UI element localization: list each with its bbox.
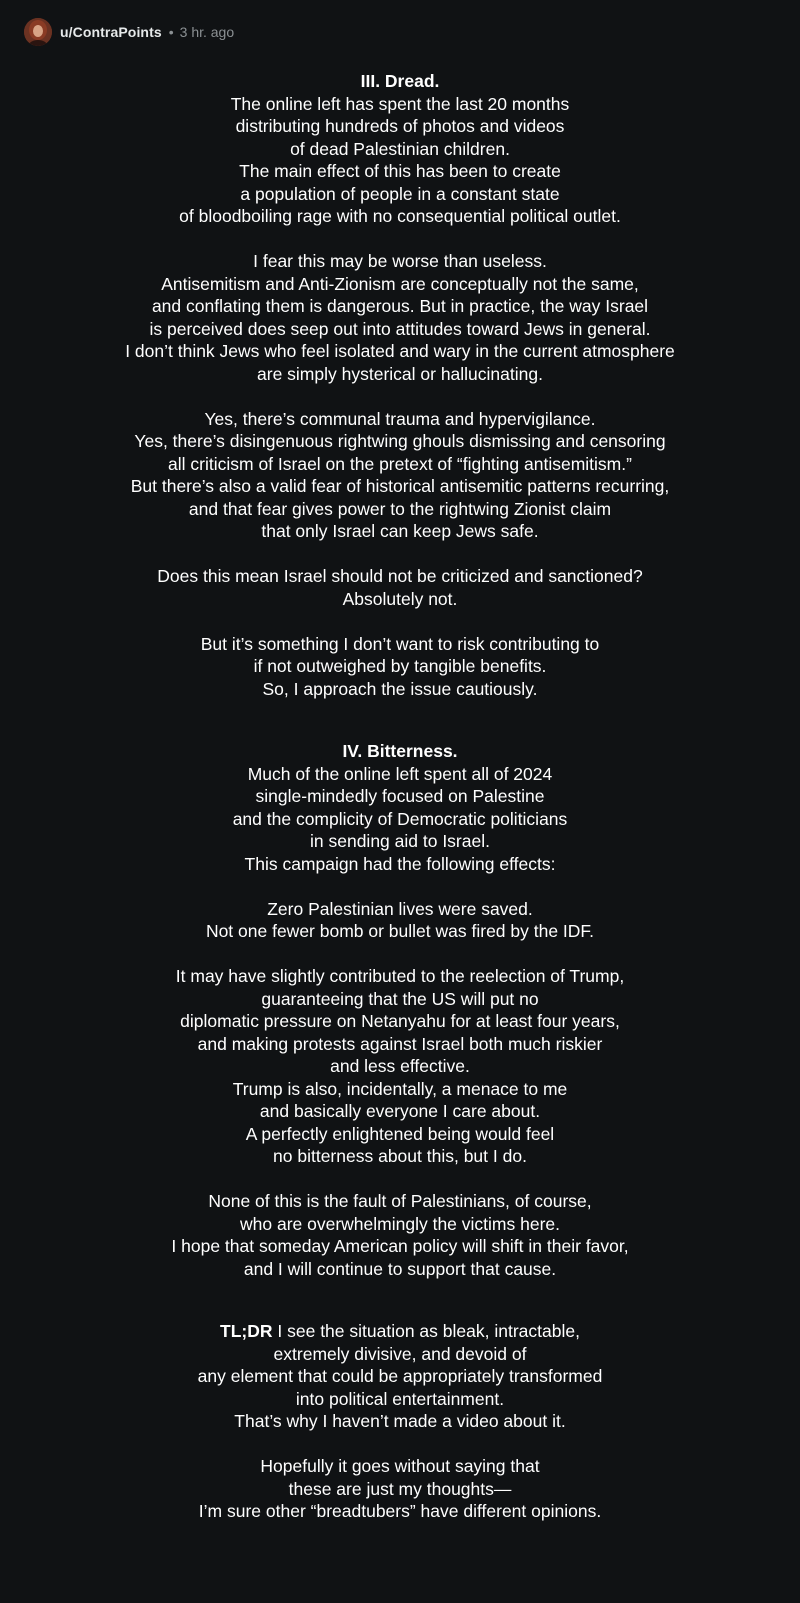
text-line: But there’s also a valid fear of historical antisemitic patterns recurring, <box>130 476 670 496</box>
paragraph-break <box>0 943 800 966</box>
paragraph-break <box>0 610 800 633</box>
text-line: who are overwhelmingly the victims here. <box>240 1213 560 1234</box>
text-line: None of this is the fault of Palestinians, of course, <box>208 1191 592 1211</box>
text-line: are simply hysterical or hallucinating. <box>257 363 543 384</box>
text-line: and I will continue to support that cause. <box>243 1258 557 1279</box>
text-line: Yes, there’s disingenuous rightwing ghouls dismissing and censoring <box>134 431 666 451</box>
post-body <box>0 70 800 1523</box>
text-line: Yes, there’s communal trauma and hypervigilance. <box>204 408 596 429</box>
text-line: and basically everyone I care about. <box>259 1101 541 1121</box>
text-line: of bloodboiling rage with no consequential political outlet. <box>179 206 621 226</box>
text-line: and the complicity of Democratic politicians <box>232 808 568 829</box>
section-tldr <box>0 1320 800 1523</box>
text-line: I hope that someday American policy will shift in their favor, <box>171 1236 629 1256</box>
text-line: I’m sure other “breadtubers” have different opinions. <box>198 1501 602 1521</box>
text-line: of dead Palestinian children. <box>290 138 510 159</box>
text-line: This campaign had the following effects: <box>244 853 556 874</box>
section-dread <box>0 70 800 700</box>
text-line: a population of people in a constant state <box>240 183 560 204</box>
text-line: It may have slightly contributed to the reelection of Trump, <box>175 966 625 986</box>
text-line: Hopefully it goes without saying that <box>260 1456 540 1476</box>
tldr-label: TL;DR <box>220 1321 273 1341</box>
text-line: I don’t think Jews who feel isolated and wary in the current atmosphere <box>125 341 675 361</box>
text-line: no bitterness about this, but I do. <box>273 1146 527 1166</box>
text-line: and making protests against Israel both much riskier <box>197 1033 603 1054</box>
text-line: all criticism of Israel on the pretext of “fighting antisemitism.” <box>168 453 632 474</box>
text-line: and that fear gives power to the rightwing Zionist claim <box>188 498 612 519</box>
text-line: That’s why I haven’t made a video about it. <box>234 1411 566 1431</box>
text-line: any element that could be appropriately transformed <box>197 1366 603 1386</box>
paragraph-break <box>0 1433 800 1456</box>
text-line: The main effect of this has been to create <box>239 161 561 181</box>
text-line: Absolutely not. <box>342 588 458 609</box>
user-avatar-icon[interactable] <box>24 18 52 46</box>
text-line: Much of the online left spent all of 2024 <box>247 763 553 784</box>
paragraph-break <box>0 543 800 566</box>
text-line: and conflating them is dangerous. But in practice, the way Israel <box>151 296 649 316</box>
text-line: diplomatic pressure on Netanyahu for at least four years, <box>180 1011 620 1031</box>
post-timestamp[interactable]: 3 hr. ago <box>179 24 235 40</box>
tldr-text: I see the situation as bleak, intractable, <box>272 1321 580 1341</box>
paragraph-break <box>0 385 800 408</box>
text-line: and less effective. <box>330 1056 470 1076</box>
text-line: if not outweighed by tangible benefits. <box>253 656 547 676</box>
bitterness-lines <box>0 763 800 1281</box>
text-line: distributing hundreds of photos and videos <box>235 116 565 136</box>
section-bitterness <box>0 740 800 1280</box>
username-link[interactable]: u/ContraPoints <box>60 24 162 40</box>
text-line: Not one fewer bomb or bullet was fired by the IDF. <box>205 921 595 941</box>
paragraph-break <box>0 228 800 251</box>
separator-dot: • <box>168 24 174 40</box>
section-heading: IV. Bitterness. <box>342 741 458 761</box>
text-line: that only Israel can keep Jews safe. <box>261 521 539 541</box>
dread-lines <box>0 93 800 701</box>
text-line: Does this mean Israel should not be criticized and sanctioned? <box>157 566 643 586</box>
text-line: The online left has spent the last 20 months <box>230 93 570 114</box>
tldr-line <box>0 1320 800 1343</box>
text-line: extremely divisive, and devoid of <box>273 1343 527 1364</box>
text-line: into political entertainment. <box>295 1388 505 1409</box>
post-header <box>24 17 234 47</box>
text-line: is perceived does seep out into attitudes toward Jews in general. <box>149 318 651 339</box>
text-line: Zero Palestinian lives were saved. <box>267 898 533 919</box>
text-line: these are just my thoughts— <box>288 1478 512 1499</box>
text-line: guaranteeing that the US will put no <box>261 988 539 1009</box>
text-line: in sending aid to Israel. <box>310 831 490 851</box>
text-line: Trump is also, incidentally, a menace to me <box>232 1078 568 1099</box>
text-line: Antisemitism and Anti-Zionism are conceptually not the same, <box>161 273 639 294</box>
text-line: But it’s something I don’t want to risk contributing to <box>200 633 600 654</box>
paragraph-break <box>0 875 800 898</box>
tldr-lines <box>0 1343 800 1523</box>
text-line: So, I approach the issue cautiously. <box>262 678 538 699</box>
text-line: I fear this may be worse than useless. <box>253 251 547 271</box>
text-line: A perfectly enlightened being would feel <box>245 1123 555 1144</box>
section-heading: III. Dread. <box>360 71 440 91</box>
text-line: single-mindedly focused on Palestine <box>255 786 545 806</box>
paragraph-break <box>0 1168 800 1191</box>
